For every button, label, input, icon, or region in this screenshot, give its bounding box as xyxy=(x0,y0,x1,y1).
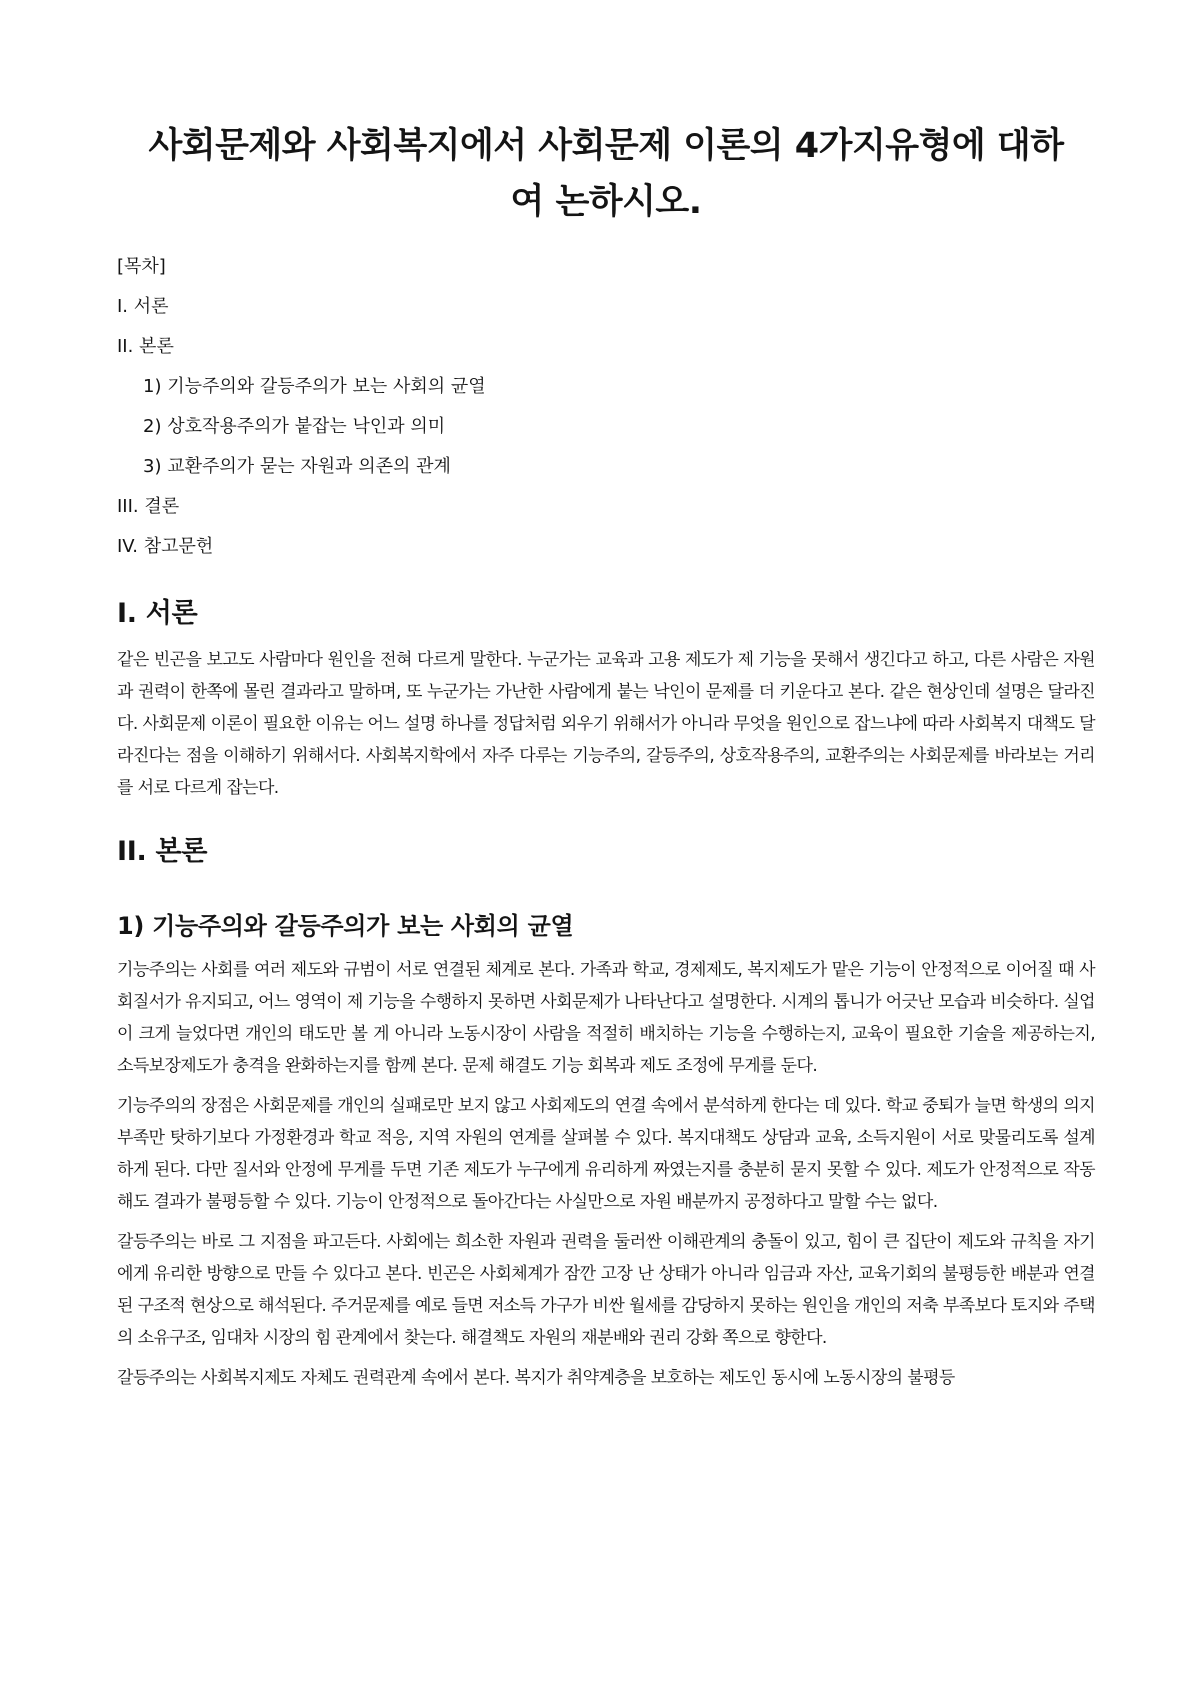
intro-paragraph: 같은 빈곤을 보고도 사람마다 원인을 전혀 다르게 말한다. 누군가는 교육과 고용 제도가 제 기능을 못해서 생긴다고 하고, 다른 사람은 자원과 권력이 한쪽에 몰린 결과라고 말하며, 또 누군가는 가난한 사람에게 붙는 낙인이 문제를 더 키운다고 본다. 같은 현상인데 설명은 달라진다. 사회문제 이론이 필요한 이유는 어느 설명 하나를 정답처럼 외우기 위해서가 아니라 무엇을 원인으로 잡느냐에 따라 사회복지 대책도 달라진다는 점을 이해하기 위해서다. 사회복지학에서 자주 다루는 기능주의, 갈등주의, 상호작용주의, 교환주의는 사회문제를 바라보는 거리를 서로 다르게 잡는다. xyxy=(117,650,1095,798)
toc-item-body-1: 1) 기능주의와 갈등주의가 보는 사회의 균열 xyxy=(143,376,486,397)
body-paragraph-4: 갈등주의는 사회복지제도 자체도 권력관계 속에서 본다. 복지가 취약계층을 보호하는 제도인 동시에 노동시장의 불평등 xyxy=(117,1368,955,1388)
body-paragraph-3: 갈등주의는 바로 그 지점을 파고든다. 사회에는 희소한 자원과 권력을 둘러싼 이해관계의 충돌이 있고, 힘이 큰 집단이 제도와 규칙을 자기에게 유리한 방향으로 만들 수 있다고 본다. 빈곤은 사회체계가 잠깐 고장 난 상태가 아니라 임금과 자산, 교육기회의 불평등한 배분과 연결된 구조적 현상으로 해석된다. 주거문제를 예로 들면 저소득 가구가 비싼 월세를 감당하지 못하는 원인을 개인의 저축 부족보다 토지와 주택의 소유구조, 임대차 시장의 힘 관계에서 찾는다. 해결책도 자원의 재분배와 권리 강화 쪽으로 향한다. xyxy=(117,1232,1095,1348)
toc-item-body-2: 2) 상호작용주의가 붙잡는 낙인과 의미 xyxy=(143,416,446,437)
table-of-contents xyxy=(117,256,1095,576)
body-paragraph-2: 기능주의의 장점은 사회문제를 개인의 실패로만 보지 않고 사회제도의 연결 속에서 분석하게 한다는 데 있다. 학교 중퇴가 늘면 학생의 의지 부족만 탓하기보다 가정환경과 학교 적응, 지역 자원의 연계를 살펴볼 수 있다. 복지대책도 상담과 교육, 소득지원이 서로 맞물리도록 설계하게 된다. 다만 질서와 안정에 무게를 두면 기존 제도가 누구에게 유리하게 짜였는지를 충분히 묻지 못할 수 있다. 제도가 안정적으로 작동해도 결과가 불평등할 수 있다. 기능이 안정적으로 돌아간다는 사실만으로 자원 배분까지 공정하다고 말할 수는 없다. xyxy=(117,1096,1095,1212)
subsection-heading-1: 1) 기능주의와 갈등주의가 보는 사회의 균열 xyxy=(117,912,574,940)
toc-item-body-3: 3) 교환주의가 묻는 자원과 의존의 관계 xyxy=(143,456,451,477)
toc-item-references: IV. 참고문헌 xyxy=(117,536,214,557)
toc-header: [목차] xyxy=(117,256,166,277)
section-heading-intro: I. 서론 xyxy=(117,598,198,629)
section-heading-body: II. 본론 xyxy=(117,836,208,867)
document-title: 사회문제와 사회복지에서 사회문제 이론의 4가지유형에 대하여 논하시오. xyxy=(148,126,1064,222)
toc-item-body: II. 본론 xyxy=(117,336,174,357)
toc-item-conclusion: III. 결론 xyxy=(117,496,180,517)
toc-item-intro: I. 서론 xyxy=(117,296,169,317)
body-paragraph-1: 기능주의는 사회를 여러 제도와 규범이 서로 연결된 체계로 본다. 가족과 학교, 경제제도, 복지제도가 맡은 기능이 안정적으로 이어질 때 사회질서가 유지되고, 어느 영역이 제 기능을 수행하지 못하면 사회문제가 나타난다고 설명한다. 시계의 톱니가 어긋난 모습과 비슷하다. 실업이 크게 늘었다면 개인의 태도만 볼 게 아니라 노동시장이 사람을 적절히 배치하는 기능을 수행하는지, 교육이 필요한 기술을 제공하는지, 소득보장제도가 충격을 완화하는지를 함께 본다. 문제 해결도 기능 회복과 제도 조정에 무게를 둔다. xyxy=(117,960,1095,1076)
